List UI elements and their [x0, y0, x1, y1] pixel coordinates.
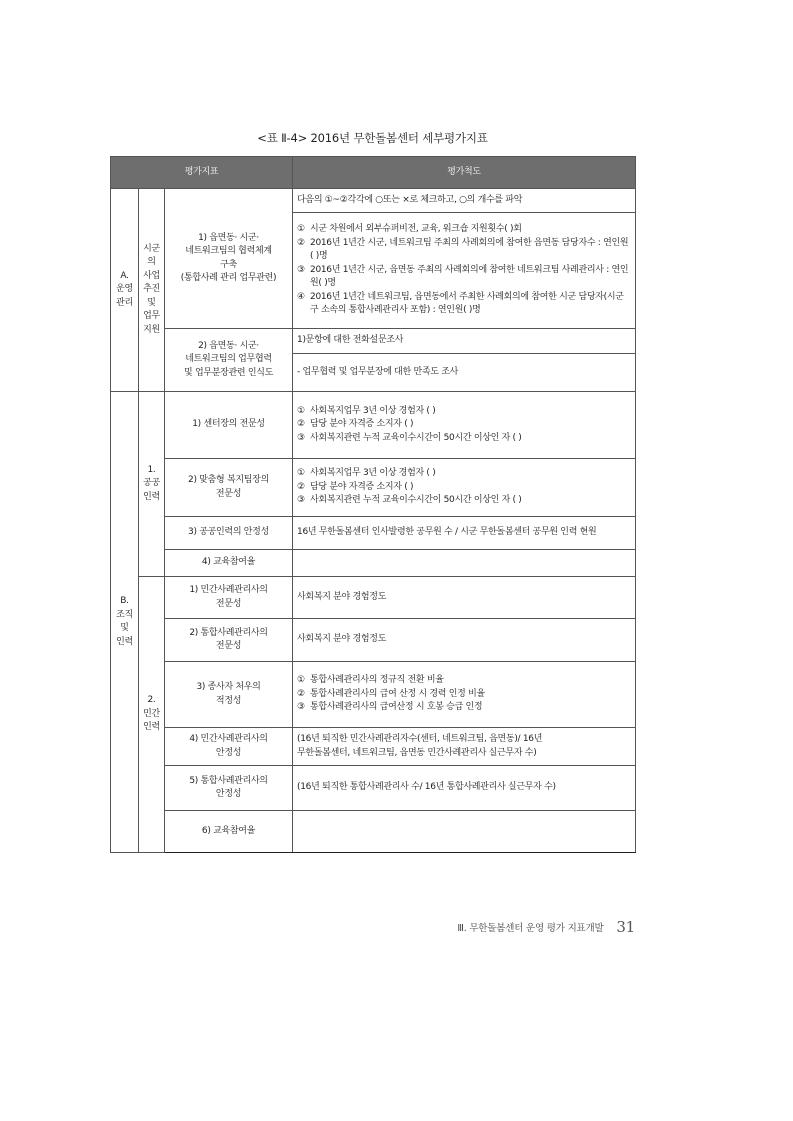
item-text: 2016년 1년간 시군, 네트워크팀 주최의 사례회의에 참여한 읍면동 담당자수 : 연인원( )명 — [310, 237, 629, 262]
table-row — [111, 392, 636, 459]
header-measure: 평가척도 — [293, 157, 636, 189]
scale-item — [297, 405, 631, 419]
measure-cell: (16년 퇴직한 통합사례관리사 수/ 16년 통합사례관리사 실근무자 수) — [293, 766, 636, 811]
item-text: 2016년 1년간 시군, 읍면동 주최의 사례회의에 참여한 네트워크팀 사례관리사 : 연인원( )명 — [310, 264, 629, 289]
table-row — [111, 550, 636, 577]
scale-item — [297, 688, 631, 702]
table-row — [111, 728, 636, 766]
evaluation-table — [110, 156, 636, 853]
indicator-name: 2) 통합사례관리사의 전문성 — [165, 619, 293, 662]
table-row — [111, 189, 636, 213]
indicator-name: 1) 민간사례관리사의 전문성 — [165, 577, 293, 619]
item-number: ③ — [297, 702, 305, 713]
item-text: 사회복지업무 3년 이상 경험자 ( ) — [310, 468, 436, 479]
group-label: 시군 의 사업 추진 및 업무 지원 — [139, 189, 165, 392]
measure-cell: 1)문항에 대한 전화설문조사 — [293, 329, 636, 354]
table-row — [111, 811, 636, 853]
header-indicator: 평가지표 — [111, 157, 293, 189]
table-caption: <표 Ⅱ-4> 2016년 무한돌봄센터 세부평가지표 — [257, 131, 488, 145]
measure-cell — [293, 811, 636, 853]
measure-cell — [293, 213, 636, 329]
item-text: 시군 차원에서 외부슈퍼비전, 교육, 워크숍 지원횟수( )회 — [310, 224, 522, 235]
indicator-name: 5) 통합사례관리사의 안정성 — [165, 766, 293, 811]
item-number: ③ — [297, 495, 305, 506]
indicator-name: 2) 읍면동· 시군· 네트워크팀의 업무협력 및 업무분장관련 인식도 — [165, 329, 293, 392]
group-label: 1. 공공 인력 — [139, 392, 165, 577]
page-footer — [457, 918, 635, 936]
measure-cell — [293, 662, 636, 728]
item-text: 통합사례관리사의 급여 산정 시 경력 인정 비율 — [310, 688, 485, 699]
scale-item — [297, 481, 631, 495]
group-label: 2. 민간 인력 — [139, 577, 165, 853]
item-text: 사회복지업무 3년 이상 경험자 ( ) — [310, 405, 436, 416]
item-text: 2016년 1년간 네트워크팀, 읍면동에서 주최한 사례회의에 참여한 시군 담당자(시군구 소속의 통합사례관리사 포함) : 연인원( )명 — [310, 291, 624, 316]
table-row — [111, 459, 636, 517]
measure-cell — [293, 550, 636, 577]
table-header-row — [111, 157, 636, 189]
table-row — [111, 577, 636, 619]
section-label: B. 조직 및 인력 — [111, 392, 139, 853]
scale-item — [297, 432, 631, 446]
indicator-name: 3) 공공인력의 안정성 — [165, 517, 293, 550]
table-row — [111, 329, 636, 354]
item-number: ③ — [297, 264, 305, 275]
item-text: 담당 분야 자격증 소지자 ( ) — [310, 419, 414, 430]
item-text: 사회복지관련 누적 교육이수시간이 50시간 이상인 자 ( ) — [310, 495, 522, 506]
item-number: ① — [297, 468, 305, 479]
item-text: 통합사례관리사의 급여산정 시 호봉 승급 인정 — [310, 702, 483, 713]
indicator-name: 2) 맞춤형 복지팀장의 전문성 — [165, 459, 293, 517]
item-number: ④ — [297, 291, 305, 302]
measure-cell: (16년 퇴직한 민간사례관리자수(센터, 네트워크팀, 읍면동)/ 16년 무한돌봄센터, 네트워크팀, 읍면동 민간사례관리사 실근무자 수) — [293, 728, 636, 766]
scale-item — [297, 291, 631, 318]
scale-item — [297, 264, 631, 291]
measure-cell: 16년 무한돌봄센터 인사발령한 공무원 수 / 시군 무한돌봄센터 공무원 인력 현원 — [293, 517, 636, 550]
section-label: A. 운영 관리 — [111, 189, 139, 392]
item-number: ③ — [297, 432, 305, 443]
item-number: ① — [297, 675, 305, 686]
measure-cell — [293, 392, 636, 459]
scale-item — [297, 467, 631, 481]
indicator-name: 6) 교육참여율 — [165, 811, 293, 853]
measure-cell: 사회복지 분야 경험정도 — [293, 619, 636, 662]
page-number: 31 — [616, 918, 635, 936]
table-row — [111, 517, 636, 550]
scale-item — [297, 223, 631, 237]
item-text: 담당 분야 자격증 소지자 ( ) — [310, 481, 414, 492]
table-row — [111, 766, 636, 811]
measure-cell — [293, 459, 636, 517]
item-number: ① — [297, 224, 305, 235]
table-row — [111, 662, 636, 728]
scale-item — [297, 494, 631, 508]
scale-item — [297, 418, 631, 432]
item-text: 사회복지관련 누적 교육이수시간이 50시간 이상인 자 ( ) — [310, 432, 522, 443]
item-number: ② — [297, 688, 305, 699]
table-row — [111, 619, 636, 662]
measure-cell: 다음의 ①~②각각에 ○또는 ×로 체크하고, ○의 개수를 파악 — [293, 189, 636, 213]
item-number: ① — [297, 405, 305, 416]
scale-item — [297, 237, 631, 264]
measure-cell: 사회복지 분야 경험정도 — [293, 577, 636, 619]
indicator-name: 4) 교육참여율 — [165, 550, 293, 577]
item-number: ② — [297, 481, 305, 492]
item-number: ② — [297, 237, 305, 248]
indicator-name: 3) 종사자 처우의 적정성 — [165, 662, 293, 728]
item-number: ② — [297, 419, 305, 430]
indicator-name: 4) 민간사례관리사의 안정성 — [165, 728, 293, 766]
table-body — [111, 189, 636, 853]
indicator-name: 1) 읍면동· 시군· 네트워크팀의 협력체계 구축 (통합사례 관리 업무관련) — [165, 189, 293, 329]
measure-cell: - 업무협력 및 업무분장에 대한 만족도 조사 — [293, 354, 636, 392]
scale-item — [297, 674, 631, 688]
indicator-name: 1) 센터장의 전문성 — [165, 392, 293, 459]
scale-item — [297, 701, 631, 715]
item-text: 통합사례관리사의 정규직 전환 비율 — [310, 675, 444, 686]
footer-chapter: Ⅲ. 무한돌봄센터 운영 평가 지표개발 — [457, 923, 604, 934]
